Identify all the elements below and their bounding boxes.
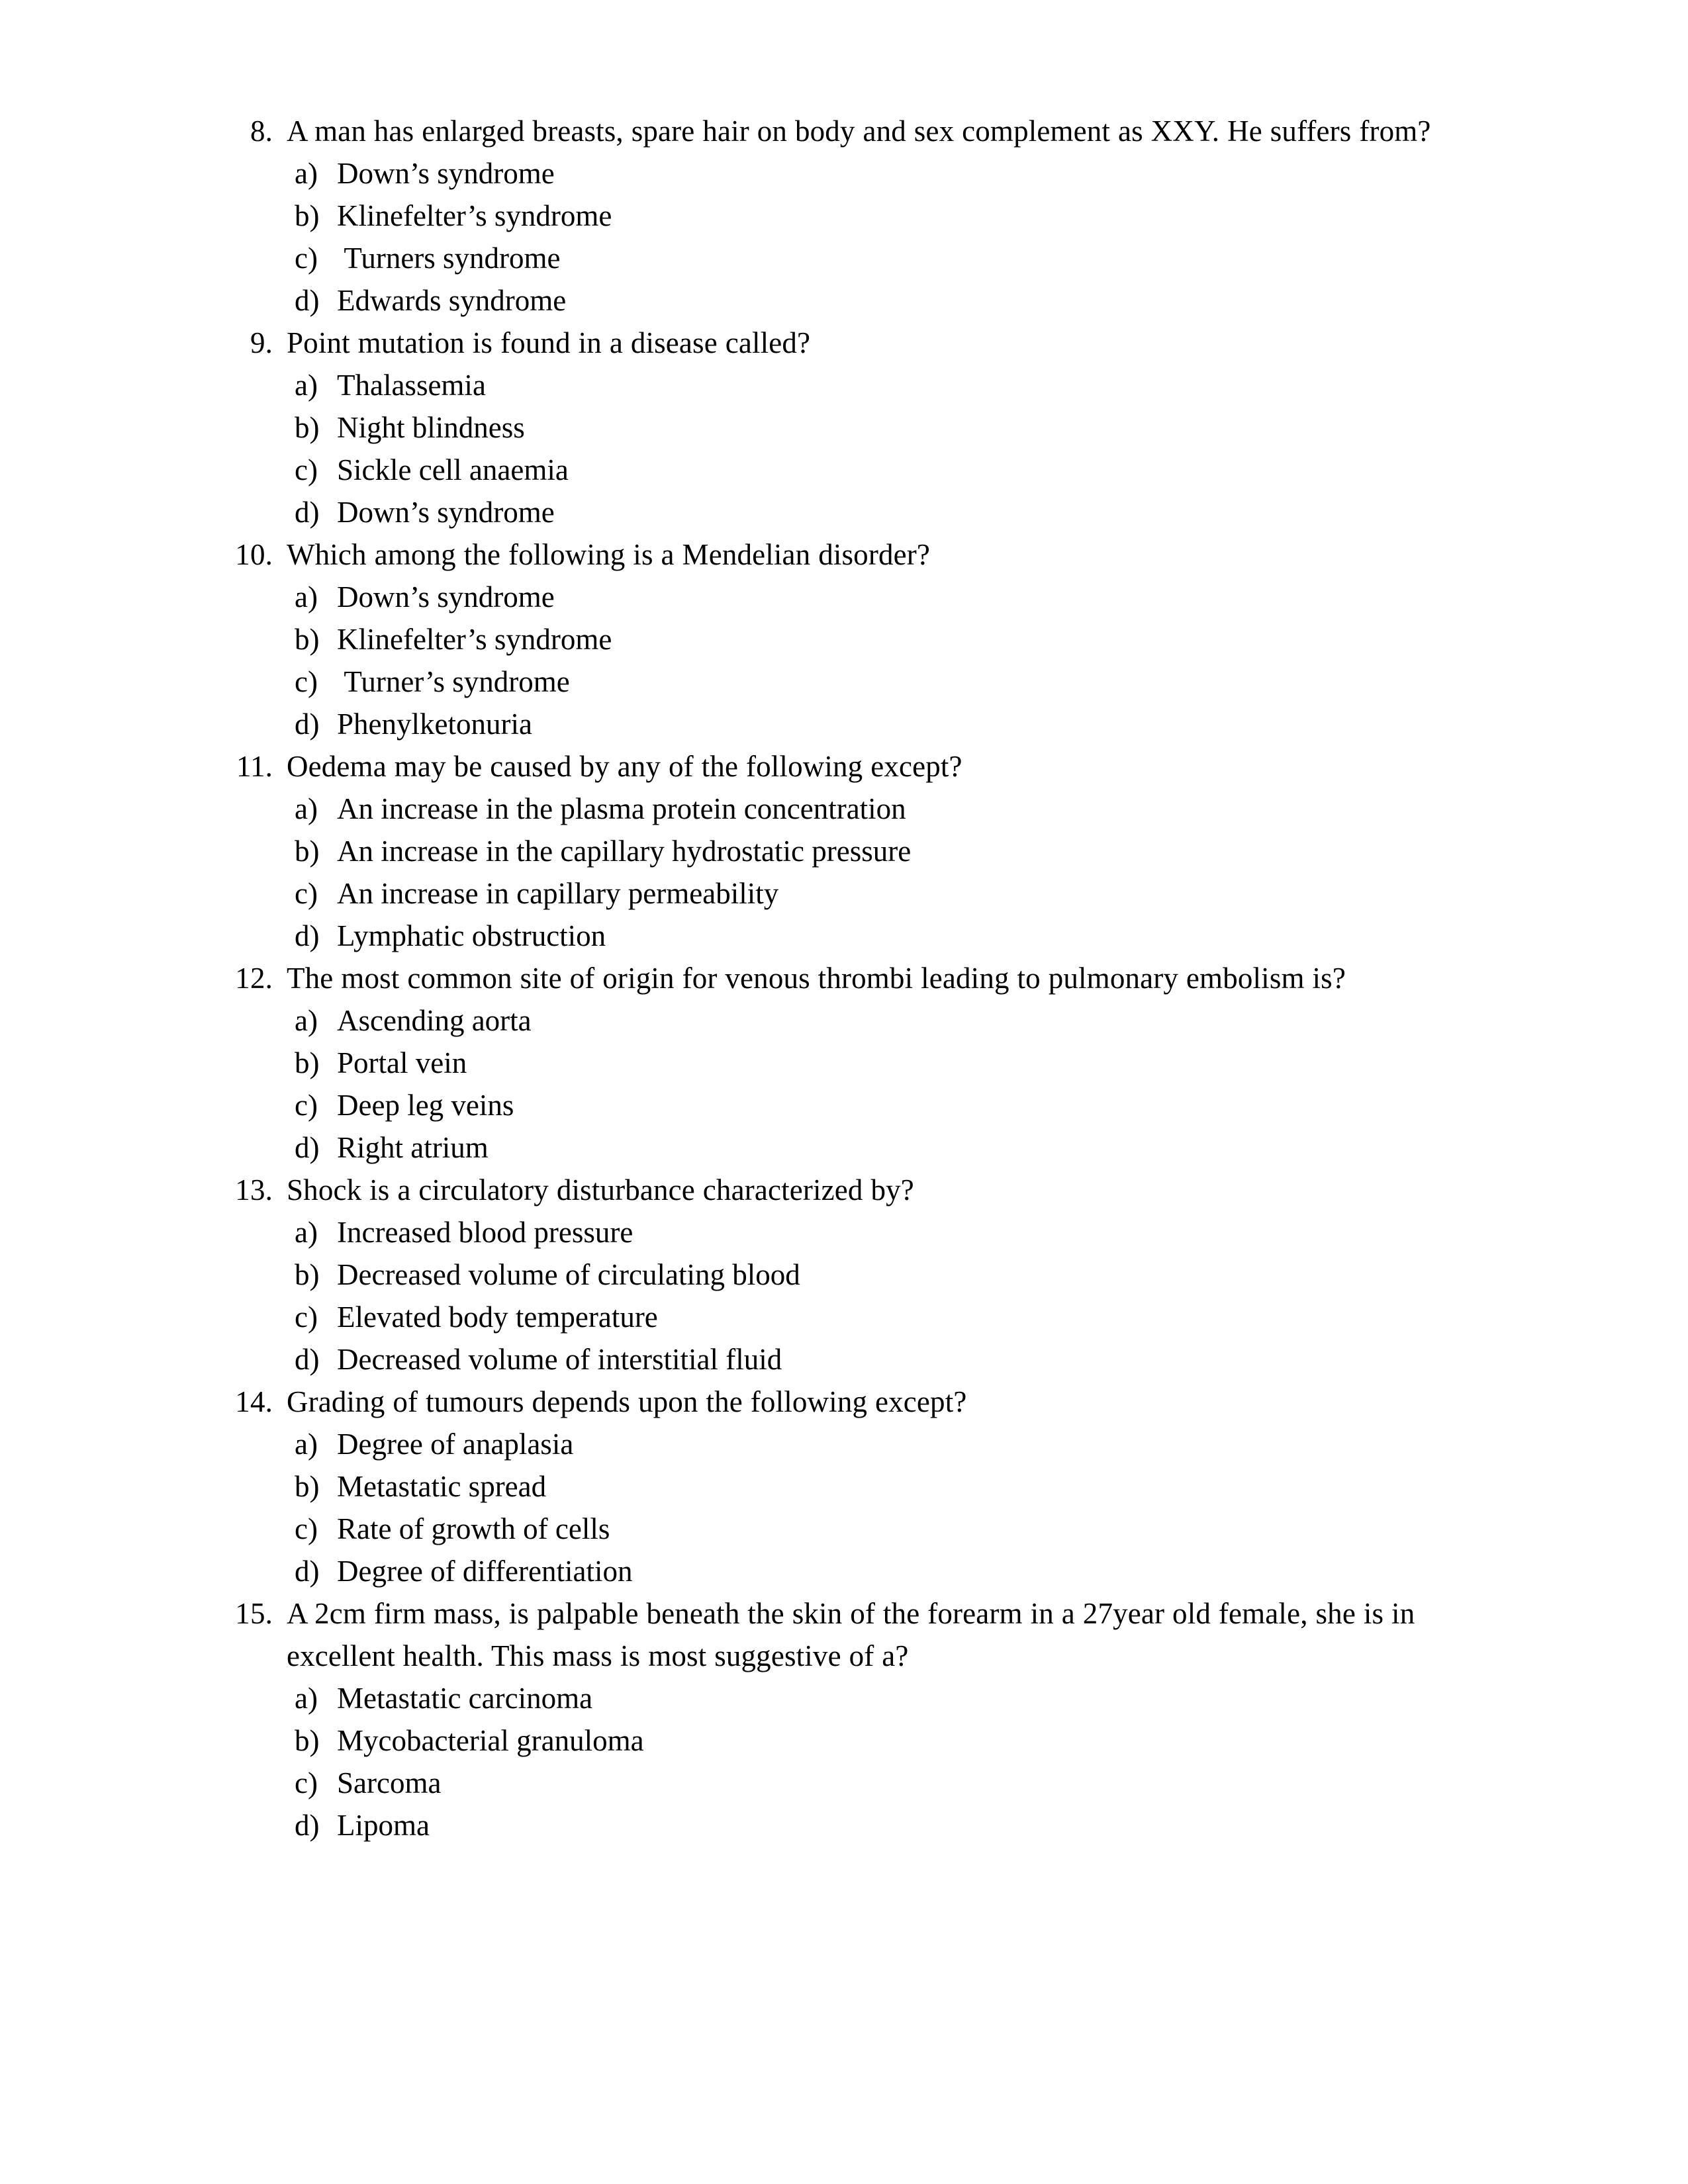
question-text: A 2cm firm mass, is palpable beneath the skin of the forearm in a 27year old female, she is in excellent health. This mass is most suggestive of a?	[287, 1597, 1415, 1672]
option-label: b)	[295, 199, 320, 232]
option-text: Edwards syndrome	[337, 284, 567, 317]
option-label: b)	[295, 1258, 320, 1291]
question-list	[235, 110, 1473, 1846]
option-label: c)	[295, 453, 318, 486]
option-row[interactable]	[235, 1338, 1473, 1381]
question-block	[235, 110, 1473, 322]
option-text: Portal vein	[337, 1046, 467, 1079]
option-text: Klinefelter’s syndrome	[337, 199, 612, 232]
question-number: 13.	[235, 1173, 273, 1206]
option-label: c)	[295, 877, 318, 910]
option-row[interactable]	[235, 1423, 1473, 1465]
option-label: c)	[295, 1766, 318, 1799]
option-row[interactable]	[235, 152, 1473, 195]
option-text: An increase in the plasma protein concentration	[337, 792, 906, 825]
option-row[interactable]	[235, 1465, 1473, 1508]
question-text: The most common site of origin for venous thrombi leading to pulmonary embolism is?	[287, 962, 1346, 995]
option-row[interactable]	[235, 1719, 1473, 1762]
question-block	[235, 745, 1473, 957]
option-row[interactable]	[235, 915, 1473, 957]
question-row	[235, 110, 1473, 152]
option-text: Rate of growth of cells	[337, 1512, 610, 1545]
option-row[interactable]	[235, 576, 1473, 618]
option-label: d)	[295, 284, 320, 317]
option-list	[235, 1211, 1473, 1381]
option-label: c)	[295, 242, 318, 275]
option-text: Right atrium	[337, 1131, 489, 1164]
option-label: c)	[295, 1089, 318, 1122]
option-text: Down’s syndrome	[337, 580, 555, 614]
option-text: Sickle cell anaemia	[337, 453, 569, 486]
option-text: Degree of differentiation	[337, 1555, 633, 1588]
question-text: Which among the following is a Mendelian disorder?	[287, 538, 930, 571]
option-text: Degree of anaplasia	[337, 1428, 574, 1461]
question-number: 15.	[235, 1597, 273, 1630]
option-row[interactable]	[235, 449, 1473, 491]
option-row[interactable]	[235, 406, 1473, 449]
option-label: d)	[295, 919, 320, 952]
question-text: Shock is a circulatory disturbance characterized by?	[287, 1173, 914, 1206]
question-row	[235, 322, 1473, 364]
question-number: 8.	[250, 114, 273, 148]
option-label: a)	[295, 1004, 318, 1037]
option-row[interactable]	[235, 999, 1473, 1042]
option-text: Thalassemia	[337, 369, 486, 402]
option-text: Klinefelter’s syndrome	[337, 623, 612, 656]
option-list	[235, 999, 1473, 1169]
option-label: a)	[295, 1428, 318, 1461]
option-label: c)	[295, 1300, 318, 1334]
option-row[interactable]	[235, 491, 1473, 533]
option-label: b)	[295, 623, 320, 656]
option-row[interactable]	[235, 1550, 1473, 1592]
option-label: d)	[295, 1809, 320, 1842]
option-label: d)	[295, 496, 320, 529]
option-row[interactable]	[235, 1296, 1473, 1338]
question-text: A man has enlarged breasts, spare hair on body and sex complement as XXY. He suffers from?	[287, 114, 1431, 148]
question-row	[235, 1592, 1473, 1677]
option-label: c)	[295, 665, 318, 698]
option-row[interactable]	[235, 788, 1473, 830]
question-block	[235, 957, 1473, 1169]
option-label: b)	[295, 411, 320, 444]
question-number: 9.	[250, 326, 273, 359]
option-list	[235, 1677, 1473, 1846]
question-block	[235, 533, 1473, 745]
option-list	[235, 788, 1473, 957]
question-block	[235, 1381, 1473, 1592]
option-row[interactable]	[235, 1126, 1473, 1169]
option-text: Decreased volume of interstitial fluid	[337, 1343, 782, 1376]
option-text: Metastatic spread	[337, 1470, 547, 1503]
option-row[interactable]	[235, 195, 1473, 237]
option-label: c)	[295, 1512, 318, 1545]
option-text: An increase in capillary permeability	[337, 877, 779, 910]
option-row[interactable]	[235, 237, 1473, 279]
option-row[interactable]	[235, 364, 1473, 406]
option-row[interactable]	[235, 1084, 1473, 1126]
question-text: Point mutation is found in a disease called?	[287, 326, 811, 359]
option-list	[235, 364, 1473, 533]
question-row	[235, 1169, 1473, 1211]
option-label: a)	[295, 792, 318, 825]
question-row	[235, 533, 1473, 576]
option-row[interactable]	[235, 1211, 1473, 1253]
question-row	[235, 1381, 1473, 1423]
option-label: a)	[295, 1682, 318, 1715]
option-text: Phenylketonuria	[337, 707, 532, 741]
option-text: Sarcoma	[337, 1766, 442, 1799]
question-row	[235, 957, 1473, 999]
option-row[interactable]	[235, 872, 1473, 915]
option-text: Lymphatic obstruction	[337, 919, 606, 952]
option-row[interactable]	[235, 830, 1473, 872]
option-label: b)	[295, 1470, 320, 1503]
question-block	[235, 1592, 1473, 1846]
option-row[interactable]	[235, 618, 1473, 660]
option-text: Mycobacterial granuloma	[337, 1724, 644, 1757]
option-text: Down’s syndrome	[337, 157, 555, 190]
question-number: 14.	[235, 1385, 273, 1418]
question-text: Oedema may be caused by any of the following except?	[287, 750, 962, 783]
option-row[interactable]	[235, 1804, 1473, 1846]
option-label: a)	[295, 580, 318, 614]
option-text: Turners syndrome	[337, 242, 561, 275]
option-list	[235, 576, 1473, 745]
option-text: Elevated body temperature	[337, 1300, 658, 1334]
option-row[interactable]	[235, 1762, 1473, 1804]
option-label: d)	[295, 1131, 320, 1164]
option-text: An increase in the capillary hydrostatic pressure	[337, 835, 912, 868]
option-label: d)	[295, 1555, 320, 1588]
option-row[interactable]	[235, 279, 1473, 322]
option-row[interactable]	[235, 660, 1473, 703]
option-text: Lipoma	[337, 1809, 430, 1842]
option-label: a)	[295, 157, 318, 190]
option-row[interactable]	[235, 1677, 1473, 1719]
option-row[interactable]	[235, 1042, 1473, 1084]
option-label: b)	[295, 835, 320, 868]
question-block	[235, 322, 1473, 533]
option-list	[235, 152, 1473, 322]
question-text: Grading of tumours depends upon the following except?	[287, 1385, 967, 1418]
option-label: b)	[295, 1724, 320, 1757]
option-text: Metastatic carcinoma	[337, 1682, 593, 1715]
option-label: d)	[295, 707, 320, 741]
option-row[interactable]	[235, 1508, 1473, 1550]
question-number: 11.	[236, 750, 273, 783]
option-text: Deep leg veins	[337, 1089, 514, 1122]
question-block	[235, 1169, 1473, 1381]
option-label: a)	[295, 369, 318, 402]
option-label: a)	[295, 1216, 318, 1249]
option-text: Turner’s syndrome	[337, 665, 570, 698]
question-row	[235, 745, 1473, 788]
option-label: d)	[295, 1343, 320, 1376]
option-text: Increased blood pressure	[337, 1216, 633, 1249]
question-number: 10.	[235, 538, 273, 571]
option-text: Night blindness	[337, 411, 525, 444]
option-list	[235, 1423, 1473, 1592]
option-text: Decreased volume of circulating blood	[337, 1258, 800, 1291]
option-row[interactable]	[235, 703, 1473, 745]
option-text: Ascending aorta	[337, 1004, 532, 1037]
option-label: b)	[295, 1046, 320, 1079]
option-text: Down’s syndrome	[337, 496, 555, 529]
question-number: 12.	[235, 962, 273, 995]
option-row[interactable]	[235, 1253, 1473, 1296]
